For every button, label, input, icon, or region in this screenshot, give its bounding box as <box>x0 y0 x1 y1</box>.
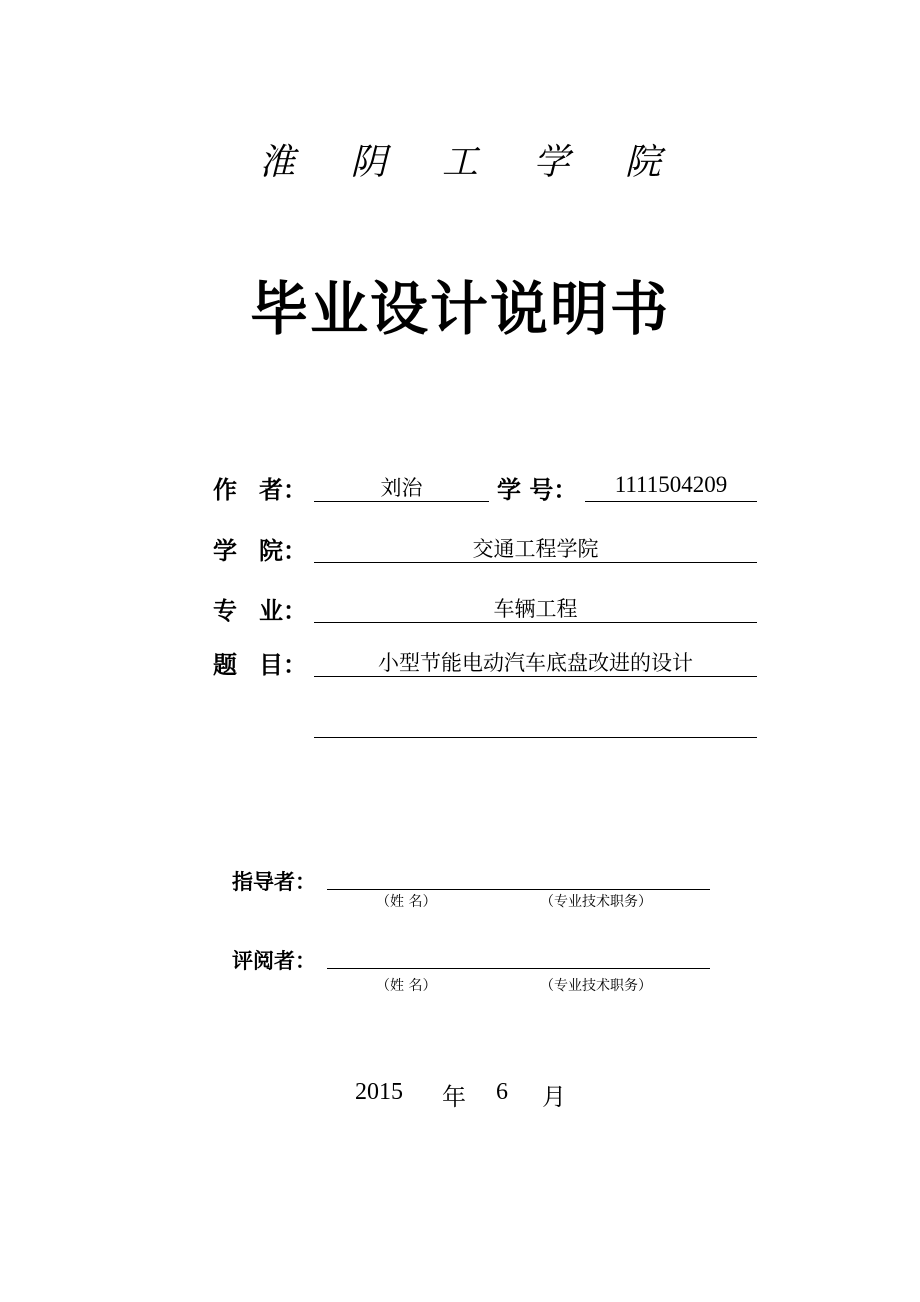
topic-label-char1: 题 <box>213 651 237 679</box>
student-id-value: 1111504209 <box>614 472 728 497</box>
advisor-name-hint: （姓 名） <box>376 894 437 910</box>
advisor-underline <box>327 860 710 890</box>
major-label-char2: 业： <box>259 597 307 625</box>
author-label-char2: 者： <box>259 476 307 504</box>
reviewer-label: 评阅者： <box>232 949 316 973</box>
college-label <box>213 531 307 566</box>
major-label-char1: 专 <box>213 597 237 625</box>
topic-label-char2: 目： <box>259 651 307 679</box>
student-id-label: 学 号： <box>497 476 578 504</box>
date-year: 2015 <box>355 1079 403 1105</box>
date-month-unit: 月 <box>542 1083 566 1111</box>
college-label-char2: 院： <box>259 537 307 565</box>
reviewer-title-hint: （专业技术职务） <box>540 978 652 994</box>
topic-underline-2 <box>314 706 757 738</box>
advisor-label: 指导者： <box>232 870 316 894</box>
college-label-char1: 学 <box>213 537 237 565</box>
author-value: 刘治 <box>380 476 423 500</box>
advisor-title-hint: （专业技术职务） <box>540 894 652 910</box>
author-label <box>213 470 307 505</box>
reviewer-underline <box>327 940 710 969</box>
date-month: 6 <box>496 1079 508 1105</box>
date-year-unit: 年 <box>442 1083 466 1111</box>
major-value: 车辆工程 <box>493 597 578 621</box>
author-label-char1: 作 <box>213 476 237 504</box>
topic-label <box>213 645 307 680</box>
document-title: 毕业设计说明书 <box>249 275 670 343</box>
school-name: 淮 阴 工 学 院 <box>259 142 683 183</box>
college-value: 交通工程学院 <box>472 537 599 561</box>
major-label <box>213 591 307 626</box>
topic-value: 小型节能电动汽车底盘改进的设计 <box>378 651 693 675</box>
reviewer-name-hint: （姓 名） <box>376 978 437 994</box>
